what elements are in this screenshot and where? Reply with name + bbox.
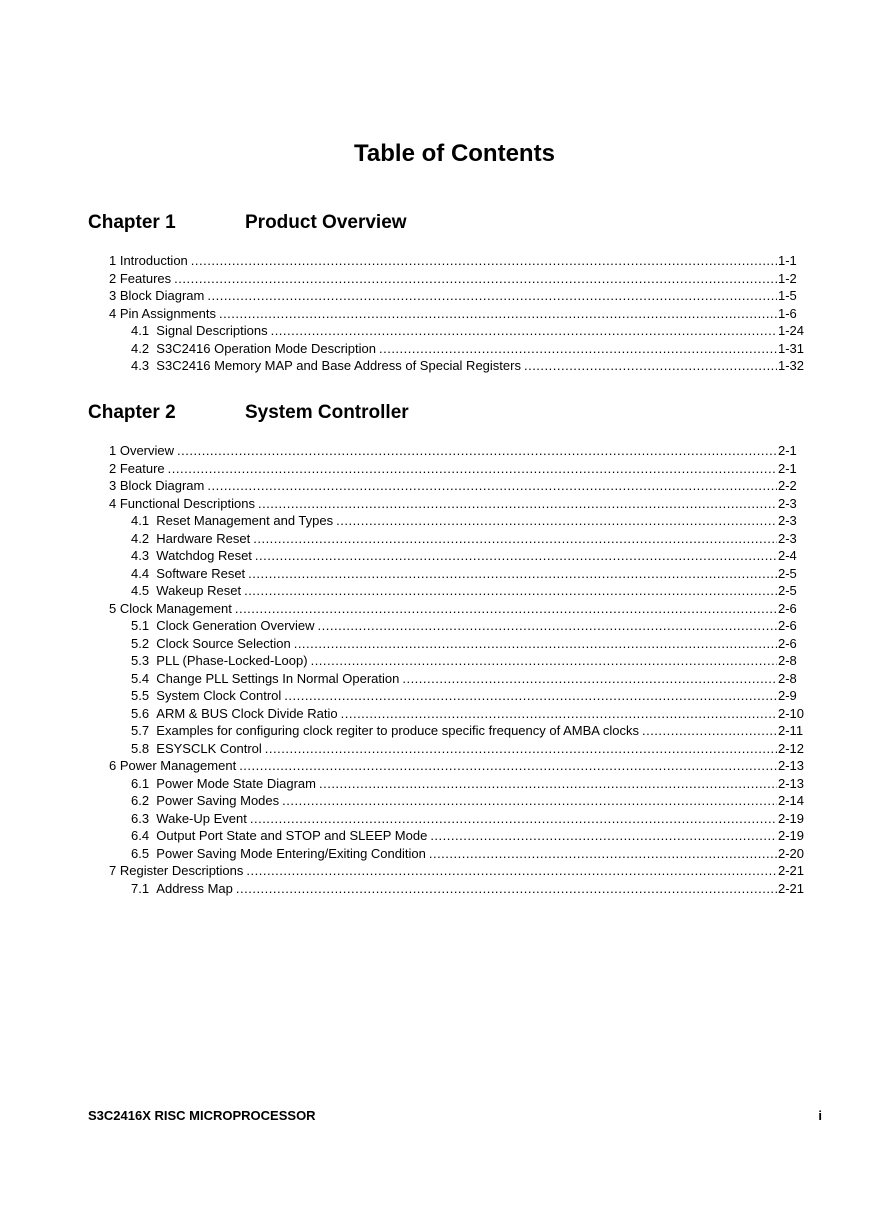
dot-leader [336, 512, 777, 530]
dot-leader [265, 740, 777, 758]
toc-entry[interactable] [88, 547, 810, 565]
dot-leader [207, 477, 777, 495]
dot-leader [239, 757, 777, 775]
toc-entry-number: 5.2 [131, 635, 157, 651]
toc-entry-label: Watchdog Reset [156, 548, 252, 563]
dot-leader [177, 442, 777, 460]
toc-entry-number: 5.8 [131, 740, 157, 756]
toc-entry[interactable] [88, 495, 810, 513]
chapter-title: System Controller [245, 402, 409, 423]
toc-entry[interactable] [88, 635, 810, 653]
toc-entry-label: S3C2416 Memory MAP and Base Address of Special Registers [156, 358, 521, 373]
toc-entry-number: 4.4 [131, 565, 157, 581]
dot-leader [271, 322, 777, 340]
footer-page-number: i [818, 1108, 822, 1123]
toc-entry-number: 6.5 [131, 845, 157, 861]
toc-entry-number: 2 [109, 270, 120, 286]
toc-entry-label: Change PLL Settings In Normal Operation [156, 670, 400, 686]
toc-entry[interactable] [88, 722, 810, 740]
toc-entry[interactable] [88, 340, 810, 358]
toc-entry-page: 2-6 [778, 600, 797, 616]
toc-entry[interactable] [88, 322, 810, 340]
dot-leader [236, 880, 777, 898]
toc-entry-label: Clock Generation Overview [156, 618, 315, 633]
dot-leader [294, 635, 777, 653]
toc-entry-number: 6.1 [131, 775, 157, 791]
toc-entry-number: 4.5 [131, 583, 157, 598]
toc-entry[interactable] [88, 740, 810, 758]
toc-entry-number: 7 [109, 863, 120, 878]
toc-entry-label: Wakeup Reset [156, 583, 242, 598]
toc-entry-label: Power Saving Modes [156, 793, 280, 808]
toc-entry[interactable] [88, 687, 810, 705]
toc-entry-number: 4 [109, 495, 120, 511]
toc-entry-page: 1-31 [778, 340, 805, 356]
toc-entry-label: Features [119, 270, 172, 286]
toc-entry-number: 5.1 [131, 618, 157, 633]
toc-entry-label: Examples for configuring clock regiter to produce specific frequency of AMBA clocks [156, 723, 639, 738]
toc-entry-label: S3C2416 Operation Mode Description [156, 340, 376, 356]
dot-leader [282, 792, 777, 810]
toc-entry-page: 2-3 [778, 513, 797, 528]
toc-entry-label: Block Diagram [119, 478, 205, 493]
toc-entry[interactable] [88, 845, 810, 863]
toc-entry-label: Address Map [156, 880, 233, 896]
toc-entry-page: 2-4 [778, 548, 797, 563]
toc-entry-number: 5.5 [131, 688, 157, 703]
dot-leader [430, 827, 777, 845]
toc-entry-page: 2-21 [778, 863, 805, 878]
chapter-number: Chapter 2 [88, 402, 176, 423]
toc-entry-number: 4.3 [131, 358, 157, 373]
dot-leader [174, 270, 777, 288]
toc-entry[interactable] [88, 530, 810, 548]
toc-entry-label: Block Diagram [119, 288, 205, 303]
toc-entry[interactable] [88, 775, 810, 793]
toc-entry-page: 2-3 [778, 495, 797, 511]
toc-entry-label: Feature [119, 460, 165, 476]
chapter-title: Product Overview [245, 212, 407, 233]
toc-entry[interactable] [88, 705, 810, 723]
toc-entry-number: 7.1 [131, 880, 157, 896]
toc-entry-number: 1 [109, 253, 120, 268]
footer-product-name: S3C2416X RISC MICROPROCESSOR [88, 1108, 316, 1123]
dot-leader [311, 652, 777, 670]
toc-entry-page: 1-6 [778, 305, 797, 321]
toc-entry-number: 1 [109, 443, 120, 458]
toc-entry-page: 2-1 [778, 443, 797, 458]
toc-entry-number: 4.1 [131, 513, 157, 528]
dot-leader [250, 810, 777, 828]
chapter-heading [88, 212, 810, 242]
toc-entry[interactable] [88, 810, 810, 828]
toc-entry-number: 3 [109, 288, 120, 303]
toc-entry-label: Hardware Reset [156, 530, 251, 546]
toc-entry-label: Signal Descriptions [156, 323, 268, 338]
toc-entry-number: 2 [109, 460, 120, 476]
toc-entry[interactable] [88, 827, 810, 845]
toc-entry-page: 2-11 [778, 723, 804, 738]
toc-entry-page: 1-24 [778, 323, 805, 338]
toc-entry-page: 2-5 [778, 583, 797, 598]
toc-entry-label: Pin Assignments [119, 305, 216, 321]
toc-entry-label: Power Mode State Diagram [156, 775, 316, 791]
toc-entry-label: Wake-Up Event [156, 810, 247, 826]
toc-entry-label: ESYSCLK Control [156, 740, 262, 756]
toc-entry[interactable] [88, 652, 810, 670]
toc-entry-number: 5.3 [131, 653, 157, 668]
toc-entry-page: 1-1 [778, 253, 797, 268]
toc-entry-label: PLL (Phase-Locked-Loop) [156, 653, 308, 668]
toc-entry[interactable] [88, 862, 810, 880]
dot-leader [402, 670, 777, 688]
dot-leader [235, 600, 777, 618]
toc-entry-page: 2-14 [778, 793, 805, 808]
toc-entry-number: 6 [109, 758, 120, 773]
toc-entry-label: ARM & BUS Clock Divide Ratio [156, 705, 338, 721]
toc-entry-page: 2-8 [778, 670, 797, 686]
toc-entry-number: 5.7 [131, 723, 157, 738]
dot-leader [429, 845, 777, 863]
dot-leader [191, 252, 777, 270]
dot-leader [244, 582, 777, 600]
dot-leader [248, 565, 777, 583]
toc-entry-page: 1-5 [778, 288, 797, 303]
dot-leader [258, 495, 777, 513]
chapter-number: Chapter 1 [88, 212, 176, 233]
dot-leader [207, 287, 777, 305]
toc-entry[interactable] [88, 617, 810, 635]
dot-leader [341, 705, 777, 723]
dot-leader [642, 722, 777, 740]
toc-entry-label: System Clock Control [156, 688, 282, 703]
toc-entry[interactable] [88, 600, 810, 618]
toc-entry-number: 6.3 [131, 810, 157, 826]
toc-entry-number: 4 [109, 305, 120, 321]
toc-entry-page: 1-2 [778, 270, 797, 286]
chapter-heading [88, 402, 810, 432]
toc-entry[interactable] [88, 442, 810, 460]
toc-entry-number: 6.4 [131, 828, 157, 843]
toc-entry-label: Power Saving Mode Entering/Exiting Condition [156, 845, 426, 861]
chapter-2 [88, 402, 810, 896]
toc-entry-label: Software Reset [156, 565, 246, 581]
toc-entry-page: 2-13 [778, 758, 805, 773]
toc-entry[interactable] [88, 757, 810, 775]
toc-entry[interactable] [88, 512, 810, 530]
toc-entry-label: Clock Management [119, 600, 232, 616]
dot-leader [318, 617, 777, 635]
toc-entry-page: 2-8 [778, 653, 797, 668]
dot-leader [379, 340, 777, 358]
page-title: Table of Contents [354, 140, 555, 167]
dot-leader [219, 305, 777, 323]
toc-entry-label: Output Port State and STOP and SLEEP Mode [156, 828, 428, 843]
toc-entry-number: 6.2 [131, 793, 157, 808]
toc-entry-page: 2-10 [778, 705, 805, 721]
dot-leader [253, 530, 777, 548]
toc-entry-number: 5 [109, 600, 120, 616]
toc-entry[interactable] [88, 670, 810, 688]
dot-leader [168, 460, 777, 478]
toc-entry-number: 5.6 [131, 705, 157, 721]
toc-entry[interactable] [88, 565, 810, 583]
toc-entry-page: 2-13 [778, 775, 805, 791]
toc-entry-page: 2-1 [778, 460, 797, 476]
toc-entry-page: 2-12 [778, 740, 805, 756]
toc-entry-page: 2-19 [778, 828, 805, 843]
toc-entry-number: 4.3 [131, 548, 157, 563]
toc-entry-page: 2-19 [778, 810, 805, 826]
toc-entry-label: Clock Source Selection [156, 635, 291, 651]
toc-entry[interactable] [88, 305, 810, 323]
dot-leader [319, 775, 777, 793]
dot-leader [524, 357, 777, 375]
toc-list [88, 442, 810, 897]
toc-entry-label: Reset Management and Types [156, 513, 334, 528]
toc-entry[interactable] [88, 582, 810, 600]
toc-entry-number: 3 [109, 478, 120, 493]
toc-entry-number: 4.2 [131, 340, 157, 356]
toc-entry-page: 2-20 [778, 845, 805, 861]
toc-entry-page: 2-5 [778, 565, 797, 581]
toc-entry-number: 4.1 [131, 323, 157, 338]
toc-list [88, 252, 810, 375]
dot-leader [255, 547, 777, 565]
toc-entry-number: 4.2 [131, 530, 157, 546]
toc-entry-page: 2-6 [778, 635, 797, 651]
toc-entry-label: Overview [119, 443, 175, 458]
toc-entry-label: Power Management [119, 758, 237, 773]
toc-entry-page: 2-9 [778, 688, 797, 703]
toc-entry-page: 1-32 [778, 358, 805, 373]
toc-entry[interactable] [88, 880, 810, 898]
toc-entry[interactable] [88, 252, 810, 270]
toc-entry-number: 5.4 [131, 670, 157, 686]
dot-leader [284, 687, 777, 705]
toc-entry[interactable] [88, 270, 810, 288]
toc-entry[interactable] [88, 792, 810, 810]
toc-entry-label: Register Descriptions [119, 863, 244, 878]
toc-entry-page: 2-2 [778, 478, 797, 493]
dot-leader [246, 862, 777, 880]
toc-entry[interactable] [88, 287, 810, 305]
chapter-1 [88, 212, 810, 373]
toc-entry-page: 2-3 [778, 530, 797, 546]
toc-entry-page: 2-6 [778, 618, 797, 633]
toc-entry-page: 2-21 [778, 880, 805, 896]
toc-entry[interactable] [88, 477, 810, 495]
toc-entry[interactable] [88, 357, 810, 375]
toc-entry[interactable] [88, 460, 810, 478]
toc-entry-label: Functional Descriptions [119, 495, 255, 511]
toc-entry-label: Introduction [119, 253, 188, 268]
